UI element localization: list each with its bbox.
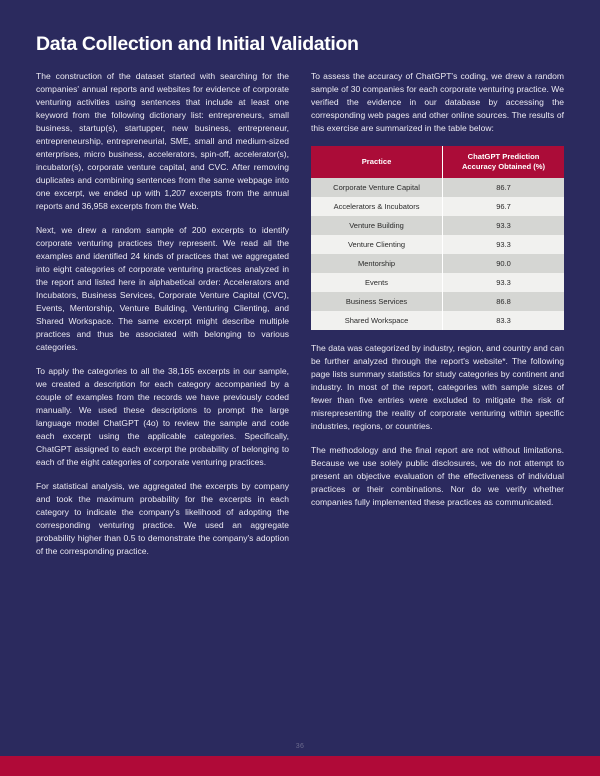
cell-accuracy: 90.0 xyxy=(443,254,564,273)
paragraph-statistical-analysis: For statistical analysis, we aggregated the excerpts by company and took the maximum probability for the excerpts in each category to indicate the company's likelihood of adopting the corresponding venturing practice. We used an aggregate probability higher than 0.5 to demonstrate the company's adoption of the corresponding practice. xyxy=(36,480,289,556)
table-header-row xyxy=(311,146,564,178)
table-row xyxy=(311,273,564,292)
page-number: 36 xyxy=(295,743,305,750)
cell-accuracy: 93.3 xyxy=(443,273,564,292)
paragraph-limitations: The methodology and the final report are not without limitations. Because we use solely public disclosures, we do not attempt to present an objective evaluation of the effectiveness of individual practices or their combinations. Nor do we verify whether companies fully implemented these practices as communicated. xyxy=(311,444,564,507)
table-header xyxy=(311,146,564,178)
right-column xyxy=(311,70,564,508)
cell-practice: Mentorship xyxy=(311,254,443,273)
cell-accuracy: 96.7 xyxy=(443,197,564,216)
paragraph-accuracy-assessment: To assess the accuracy of ChatGPT's coding, we drew a random sample of 30 companies for each corporate venturing practice. We verified the evidence in our database by accessing the corresponding web pages and other online sources. The results of this exercise are summarized in the table below: xyxy=(311,71,564,134)
table-row xyxy=(311,292,564,311)
paragraph-random-sample: Next, we drew a random sample of 200 excerpts to identify corporate venturing practices they represent. We read all the examples and identified 24 kinds of practices that we aggregated into eight categories of corporate venturing practices analyzed in the report and listed here in alphabetical order: Accelerators and Incubators, Business Services, Corporate Venture Capital (CVC), Events, Mentorship, Venture Building, Venturing Clienting, and Shared Workspace. The same excerpt might describe multiple practices and thus be associated with belonging to various categories. xyxy=(36,225,289,353)
column-header-accuracy-line2: Accuracy Obtained (%) xyxy=(461,162,546,172)
page-title: Data Collection and Initial Validation xyxy=(36,33,359,55)
cell-accuracy: 86.8 xyxy=(443,292,564,311)
cell-accuracy: 93.3 xyxy=(443,235,564,254)
accuracy-table xyxy=(311,146,564,330)
cell-accuracy: 86.7 xyxy=(443,178,564,197)
table-body xyxy=(311,178,564,330)
table-row xyxy=(311,197,564,216)
cell-practice: Venture Building xyxy=(311,216,443,235)
column-header-accuracy xyxy=(443,146,564,178)
cell-practice: Venture Clienting xyxy=(311,235,443,254)
table-row xyxy=(311,216,564,235)
cell-practice: Shared Workspace xyxy=(311,311,443,330)
table-row xyxy=(311,235,564,254)
column-header-accuracy-line1: ChatGPT Prediction xyxy=(467,152,540,162)
cell-practice: Events xyxy=(311,273,443,292)
paragraph-category-application: To apply the categories to all the 38,165 excerpts in our sample, we created a description for each category accompanied by a couple of examples from the records we have previously coded manually. We used these descriptions to prompt the large language model ChatGPT (4o) to review the sample and code each excerpt using the applicable categories. Specifically, ChatGPT assigned to each excerpt the probability of belonging to each of the eight categories of corporate venturing practices. xyxy=(36,366,289,467)
table-row xyxy=(311,178,564,197)
table-row xyxy=(311,311,564,330)
table-row xyxy=(311,254,564,273)
paragraph-dataset-construction: The construction of the dataset started with searching for the companies' annual reports and websites for evidence of corporate venturing activities using sentences that include at least one keyword from the following dictionary list: entrepreneurs, small business, startup(s), startupper, new business, entrepreneur, entrepreneurship, entrepreneurial, SME, small and medium-sized enterprises, micro business, accelerators, spin-off, accelerator(s), incubator(s), corporate venture capital, and CVC. After removing duplicates and combining sentences from the same webpage into one excerpt, we ended up with 1,207 excerpts from the annual reports and 36,958 excerpts from the Web. xyxy=(36,71,289,212)
footer-bar xyxy=(0,756,600,776)
cell-practice: Accelerators & Incubators xyxy=(311,197,443,216)
column-header-practice: Practice xyxy=(311,146,443,178)
cell-practice: Corporate Venture Capital xyxy=(311,178,443,197)
cell-practice: Business Services xyxy=(311,292,443,311)
cell-accuracy: 93.3 xyxy=(443,216,564,235)
paragraph-data-categorization: The data was categorized by industry, region, and country and can be further analyzed through the report's website*. The following page lists summary statistics for study categories by continent and industry. In most of the report, categories with sample sizes of fewer than five entries were excluded to mitigate the risk of misrepresenting the reality of corporate venturing within specific industries, regions, or countries. xyxy=(311,343,564,431)
cell-accuracy: 83.3 xyxy=(443,311,564,330)
left-column xyxy=(36,70,289,557)
two-column-layout xyxy=(36,70,564,557)
